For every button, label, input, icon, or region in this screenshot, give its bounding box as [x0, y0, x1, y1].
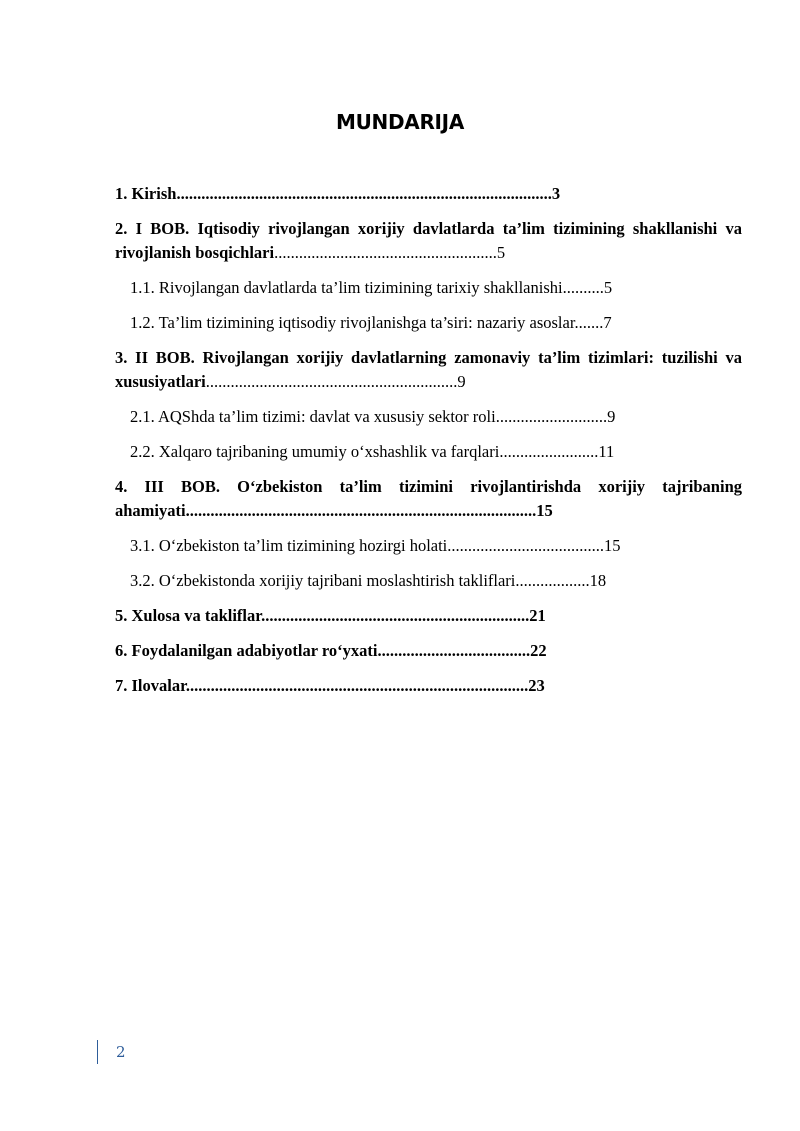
toc-entry-dots: ...................................................................................	[185, 676, 529, 695]
toc-entry-section-1-2	[115, 311, 742, 335]
table-of-contents	[115, 182, 742, 709]
toc-entry-label: 2. I BOB. Iqtisodiy rivojlangan xorijiy davlatlarda ta’lim tizimining shakllanishi va rivojlanish bosqichlari	[115, 219, 742, 262]
toc-entry-dots: .....................................................................................	[185, 501, 537, 520]
toc-entry-dots: .....................................	[377, 641, 531, 660]
toc-entry-dots: .................................................................	[261, 606, 530, 625]
toc-entry-dots: ......................................................	[274, 243, 497, 262]
toc-entry-label: 3.2. O‘zbekistonda xorijiy tajribani moslashtirish takliflari	[130, 571, 516, 590]
toc-entry-chapter-3	[115, 475, 742, 523]
toc-entry-dots: ........................	[499, 442, 599, 461]
toc-entry-page: 9	[457, 372, 466, 391]
toc-entry-chapter-2	[115, 346, 742, 394]
toc-entry-references	[115, 639, 742, 663]
toc-entry-chapter-1	[115, 217, 742, 265]
toc-entry-page: 18	[589, 571, 607, 590]
page-title: MUNDARIJA	[335, 110, 465, 134]
toc-entry-kirish	[115, 182, 742, 206]
toc-entry-label: 2.2. Xalqaro tajribaning umumiy o‘xshashlik va farqlari	[130, 442, 500, 461]
toc-entry-section-3-2	[115, 569, 742, 593]
toc-entry-dots: ...........................	[495, 407, 608, 426]
toc-entry-page: 11	[598, 442, 615, 461]
toc-entry-page: 7	[603, 313, 612, 332]
toc-entry-page: 5	[603, 278, 613, 297]
toc-entry-label: 3.1. O‘zbekiston ta’lim tizimining hozirgi holati	[130, 536, 448, 555]
toc-entry-dots: ...........................................................................................	[176, 184, 552, 203]
toc-entry-dots: ..........	[562, 278, 604, 297]
toc-entry-dots: ......................................	[447, 536, 605, 555]
page-number-footer	[97, 1040, 126, 1064]
toc-entry-page: 3	[551, 184, 561, 203]
toc-entry-appendices	[115, 674, 742, 698]
toc-entry-dots: ..................	[515, 571, 590, 590]
toc-entry-section-3-1	[115, 534, 742, 558]
toc-entry-page: 15	[536, 501, 553, 520]
toc-entry-conclusion	[115, 604, 742, 628]
toc-entry-page: 22	[530, 641, 547, 660]
toc-entry-section-2-2	[115, 440, 742, 464]
toc-entry-page: 5	[496, 243, 506, 262]
toc-entry-section-2-1	[115, 405, 742, 429]
toc-entry-page: 15	[604, 536, 621, 555]
page-number: 2	[116, 1043, 126, 1061]
toc-entry-label: 7. Ilovalar	[115, 676, 186, 695]
toc-entry-page: 23	[528, 676, 545, 695]
toc-entry-label: 3. II BOB. Rivojlangan xorijiy davlatlarning zamonaviy ta’lim tizimlari: tuzilishi va xususiyatlari	[115, 348, 742, 391]
toc-entry-page: 21	[529, 606, 546, 625]
toc-entry-label: 2.1. AQShda ta’lim tizimi: davlat va xususiy sektor roli	[130, 407, 496, 426]
toc-entry-dots: .............................................................	[205, 372, 458, 391]
toc-entry-label: 1. Kirish	[115, 184, 177, 203]
toc-entry-label: 1.2. Ta’lim tizimining iqtisodiy rivojlanishga ta’siri: nazariy asoslar	[130, 313, 575, 332]
toc-entry-label: 6. Foydalanilgan adabiyotlar ro‘yxati	[115, 641, 378, 660]
toc-entry-label: 5. Xulosa va takliflar	[115, 606, 262, 625]
toc-entry-section-1-1	[115, 276, 742, 300]
toc-entry-label: 1.1. Rivojlangan davlatlarda ta’lim tizimining tarixiy shakllanishi	[130, 278, 563, 297]
toc-entry-page: 9	[607, 407, 616, 426]
toc-entry-label: 4. III BOB. O‘zbekiston ta’lim tizimini rivojlantirishda xorijiy tajribaning ahamiyati	[115, 477, 742, 520]
toc-entry-dots: .......	[574, 313, 604, 332]
